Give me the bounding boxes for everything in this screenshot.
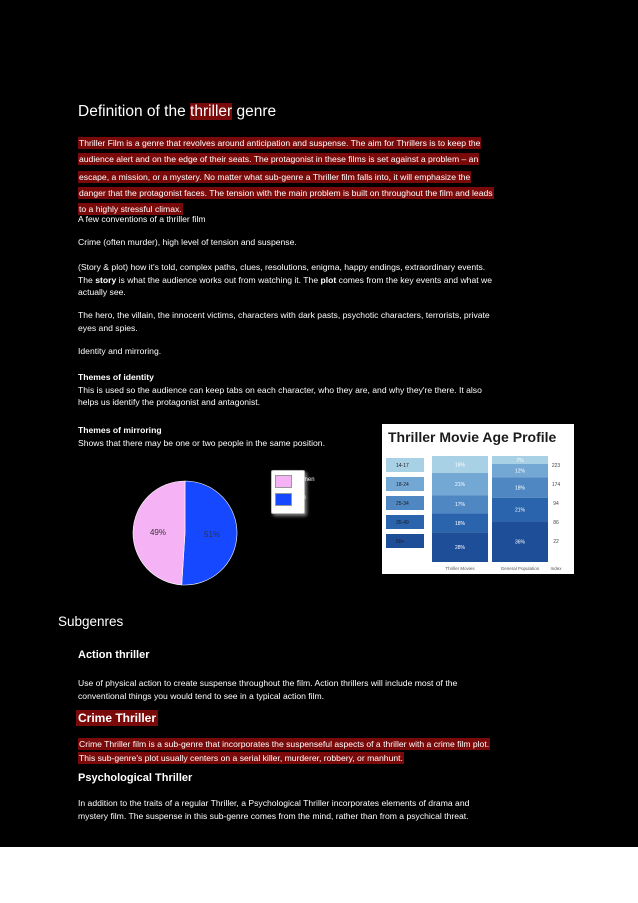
age-bar-label-0-14-17: 16%: [454, 462, 466, 469]
age-bar-label-0-35-49: 18%: [454, 520, 466, 527]
story-plot-paragraph: (Story & plot) how it's told, complex paths, clues, resolutions, enigma, happy endings, extraordinary events. The story is what the audience works out from watching it. The plot comes from the key events and what we actually see.: [78, 262, 492, 297]
action-thriller-heading: Action thriller: [78, 649, 150, 661]
age-bar-label-0-18-24: 21%: [454, 482, 466, 489]
psychological-thriller-heading: Psychological Thriller: [78, 772, 193, 784]
age-bar-label-0-25-34: 17%: [454, 502, 466, 509]
age-bar-label-1-14-17: 7%: [516, 457, 524, 464]
age-profile-chart: [382, 424, 574, 574]
age-index-value-14-17: 223: [551, 463, 561, 469]
age-bar-label-0-50+: 28%: [454, 545, 466, 552]
characters-paragraph: The hero, the villain, the innocent victims, characters with dark pasts, psychotic characters, terrorists, private eyes and spies.: [78, 310, 490, 333]
legend-swatch-women: [275, 475, 292, 488]
conventions-heading: A few conventions of a thriller film: [78, 214, 206, 224]
age-index-value-35-49: 86: [553, 520, 559, 526]
pie-label-men: 51%: [204, 529, 221, 539]
pie-slices: [133, 481, 237, 585]
age-bars: [386, 456, 562, 571]
age-legend-box-50+: [386, 534, 424, 548]
legend-label-women: Women: [294, 477, 315, 483]
age-index-value-25-34: 94: [553, 501, 559, 507]
crime-thriller-text: Crime Thriller film is a sub-genre that incorporates the suspenseful aspects of a thriller with a crime film plot. This sub-genre's plot usually centers on a serial killer, murderer, robbery, or manhunt.: [79, 739, 490, 763]
age-index-header: Index: [550, 566, 562, 571]
action-thriller-text: Use of physical action to create suspense throughout the film. Action thrillers will include most of the conventional things you would tend to see in a typical action film.: [78, 678, 458, 701]
age-index-value-18-24: 174: [551, 482, 561, 488]
crime-line: Crime (often murder), high level of tension and suspense.: [78, 237, 297, 247]
age-legend-label-50+: 50+: [396, 539, 405, 545]
pie-label-women: 49%: [149, 528, 166, 538]
age-legend-label-14-17: 14-17: [396, 463, 409, 469]
themes-identity: Themes of identity This is used so the audience can keep tabs on each character, who they are, and why they're there. It also helps us identify the protagonist and antagonist.: [78, 372, 482, 407]
age-legend-label-18-24: 18-24: [396, 482, 409, 488]
age-chart-title: Thriller Movie Age Profile: [388, 429, 557, 445]
age-bar-label-1-50+: 36%: [514, 539, 526, 546]
crime-thriller-heading: Crime Thriller: [78, 711, 157, 725]
themes-mirroring: Themes of mirroring Shows that there may be one or two people in the same position.: [78, 425, 325, 448]
age-index-value-50+: 22: [553, 539, 559, 545]
age-bar-label-1-18-24: 12%: [514, 468, 526, 475]
age-legend-label-35-49: 35-49: [396, 520, 409, 526]
pie-legend: [271, 470, 315, 514]
age-bar-label-1-25-34: 18%: [514, 485, 526, 492]
age-legend-label-25-34: 25-34: [396, 501, 409, 507]
intro-paragraph: Thriller Film is a genre that revolves around anticipation and suspense. The aim for Thrillers is to keep the audience alert and on the edge of their seats. The protagonist in these films is set against a problem – an escape, a mission, or a mystery. No matter what sub-genre a Thriller film falls into, it will emphasize the danger that the protagonist faces. The tension with the main problem is built on throughout the film and leads to a highly stressful climax.: [79, 138, 493, 214]
identity-mirroring: Identity and mirroring.: [78, 346, 162, 356]
legend-label-men: Men: [294, 495, 306, 501]
legend-swatch-men: [275, 493, 292, 506]
subgenres-title: Subgenres: [58, 614, 124, 629]
page-title: Definition of the thriller genre: [78, 103, 277, 120]
age-category-label-0: Thriller Movies: [445, 566, 475, 571]
age-category-label-1: General Population: [500, 566, 540, 571]
age-bar-label-1-35-49: 21%: [514, 507, 526, 514]
psychological-thriller-text: In addition to the traits of a regular Thriller, a Psychological Thriller incorporates elements of drama and mystery film. The suspense in this sub-genre comes from the mind, rather than from a psychical threat.: [78, 798, 470, 821]
